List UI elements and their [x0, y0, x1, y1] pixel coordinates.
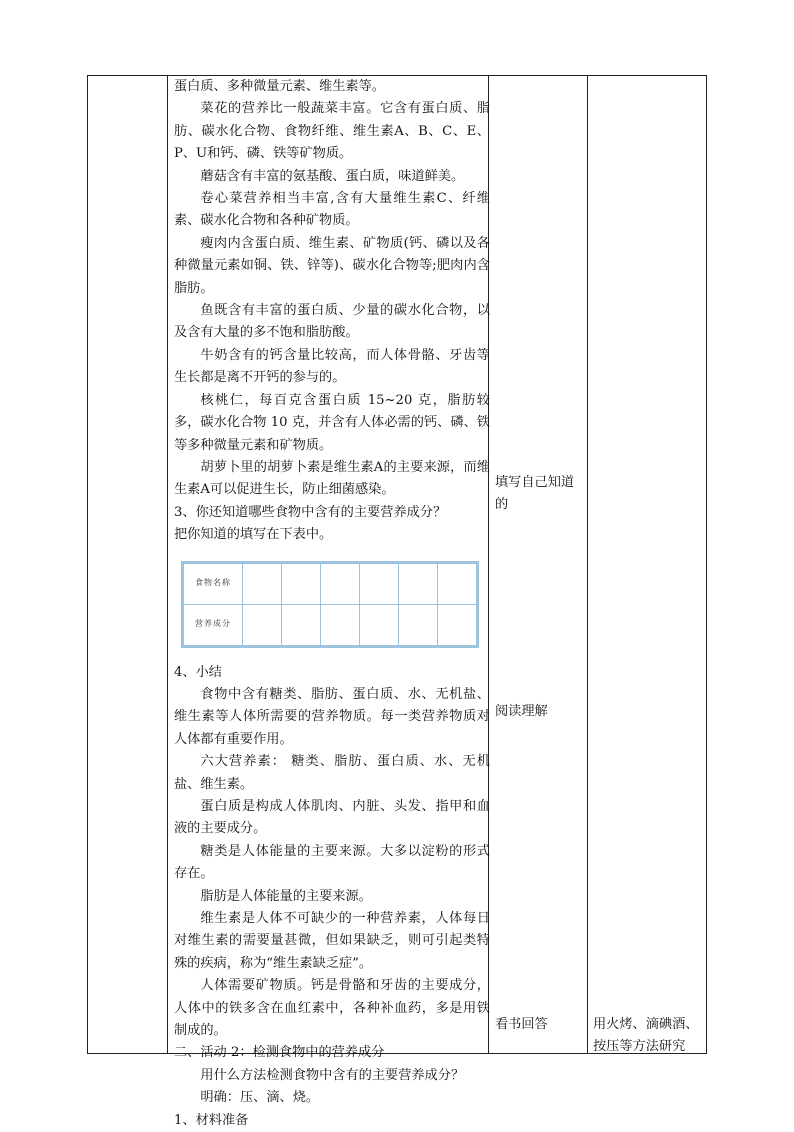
paragraph: 胡萝卜里的胡萝卜素是维生素A的主要来源，而维生素A可以促进生长，防止细菌感染。	[174, 459, 490, 498]
paragraph: 维生素是人体不可缺少的一种营养素，人体每日对维生素的需要量甚微，但如果缺乏，则可引起类特殊的疾病，称为“维生素缺乏症”。	[174, 911, 490, 971]
paragraph: 糖类是人体能量的主要来源。大多以淀粉的形式存在。	[174, 843, 490, 882]
blank-cell[interactable]	[243, 604, 282, 646]
row-label-food: 食物名称	[183, 562, 243, 604]
instruction: 把你知道的填写在下表中。	[174, 527, 333, 543]
food-nutrient-table	[181, 561, 479, 648]
student-activity-fill: 填写自己知道的	[495, 475, 575, 513]
paragraph: 核桃仁，每百克含蛋白质 15~20 克，脂肪较多，碳水化合物 10 克，并含有人体必需的钙、磷、铁等多种微量元素和矿物质。	[174, 392, 490, 453]
blank-cell[interactable]	[243, 562, 282, 604]
row-label-nutrient: 营养成分	[183, 604, 243, 646]
blank-cell[interactable]	[360, 562, 399, 604]
paragraph: 六大营养素： 糖类、脂肪、蛋白质、水、无机盐、维生素。	[174, 754, 490, 792]
blank-cell[interactable]	[282, 604, 321, 646]
blank-cell[interactable]	[321, 604, 360, 646]
teaching-content	[174, 76, 490, 1132]
blank-cell[interactable]	[438, 562, 478, 604]
blank-cell[interactable]	[399, 604, 438, 646]
paragraph: 明确：压、滴、烧。	[200, 1090, 320, 1106]
paragraph: 脂肪是人体能量的主要来源。	[200, 888, 372, 904]
blank-cell[interactable]	[282, 562, 321, 604]
paragraph: 用什么方法检测食物中含有的主要营养成分？	[200, 1067, 465, 1083]
student-activity-answer: 看书回答	[495, 1017, 548, 1032]
blank-cell[interactable]	[399, 562, 438, 604]
paragraph: 卷心菜营养相当丰富,含有大量维生素C、纤维素、碳水化合物和各种矿物质。	[174, 191, 490, 229]
paragraph: 食物中含有糖类、脂肪、蛋白质、水、无机盐、维生素等人体所需要的营养物质。每一类营养物质对人体都有重要作用。	[174, 686, 490, 747]
paragraph: 瘦肉内含蛋白质、维生素、矿物质(钙、磷以及各种微量元素如铜、铁、锌等)、碳水化合物等;肥肉内含脂肪。	[174, 235, 490, 296]
student-activity-read: 阅读理解	[495, 704, 548, 719]
blank-cell[interactable]	[360, 604, 399, 646]
blank-cell[interactable]	[321, 562, 360, 604]
column-divider	[587, 76, 588, 1053]
blank-cell[interactable]	[438, 604, 478, 646]
summary-heading: 4、小结	[174, 664, 222, 680]
paragraph: 菜花的营养比一般蔬菜丰富。它含有蛋白质、脂肪、碳水化合物、食物纤维、维生素A、B、C、E、P、U和钙、磷、铁等矿物质。	[174, 101, 490, 162]
paragraph: 蘑菇含有丰富的氨基酸、蛋白质，味道鲜美。	[200, 168, 465, 184]
paragraph: 人体需要矿物质。钙是骨骼和牙齿的主要成分，人体中的铁多含在血红素中，各种补血药，多是用铁制成的。	[174, 978, 490, 1039]
paragraph: 牛奶含有的钙含量比较高，而人体骨骼、牙齿等生长都是离不开钙的参与的。	[174, 347, 490, 386]
activity-heading: 二、活动 2：检测食物中的营养成分	[174, 1045, 385, 1061]
paragraph: 鱼既含有丰富的蛋白质、少量的碳水化合物，以及含有大量的多不饱和脂肪酸。	[174, 303, 490, 341]
question-heading: 3、你还知道哪些食物中含有的主要营养成分？	[174, 504, 447, 520]
paragraph: 蛋白质是构成人体肌肉、内脏、头发、指甲和血液的主要成分。	[174, 798, 490, 837]
lesson-table	[87, 75, 707, 1128]
paragraph: 蛋白质、多种微量元素、维生素等。	[174, 79, 385, 94]
design-intent-method: 用火烤、滴碘酒、按压等方法研究	[593, 1017, 699, 1055]
materials-heading: 1、材料准备	[174, 1112, 249, 1128]
column-divider	[167, 76, 168, 1053]
